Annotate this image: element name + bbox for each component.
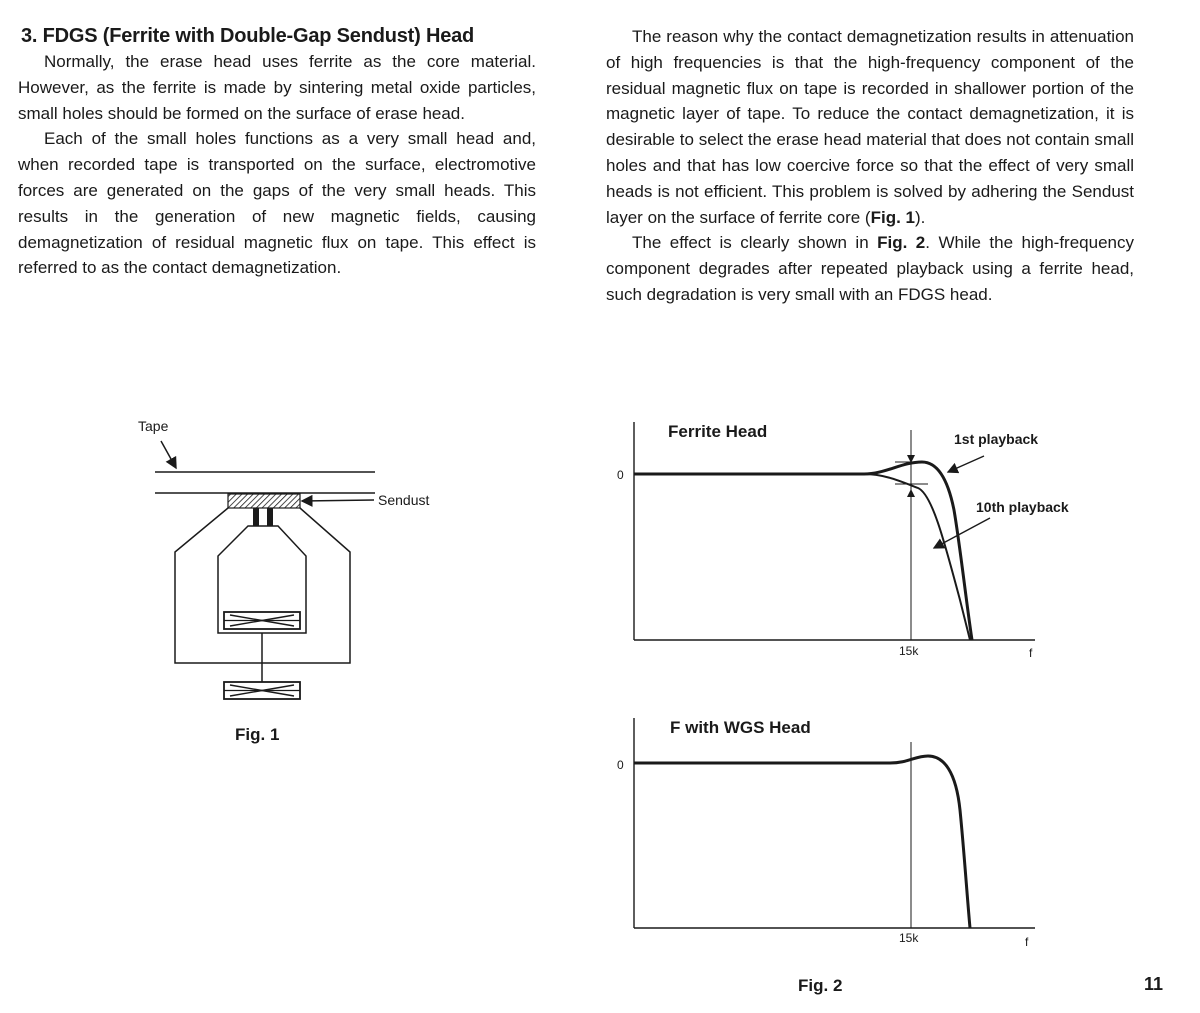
coil-upper [224,612,300,629]
tape-label: Tape [138,418,169,434]
ref-close-paren: ). [915,207,926,227]
right-paragraph-1-text: The reason why the contact demagnetization results in attenuation of high frequencies is that the high-frequency component of the residual magnetic flux on tape is recorded in shallower portion of the magnetic layer of tape. To reduce the contact demagnetization, it is desirable to select the erase head material that does not contain small holes and that has low coercive force so that the effect of very small heads is not efficient. This problem is solved by adhering the Sendust layer on the surface of ferrite core [606,27,1134,227]
chart1-series-1st-playback [634,462,972,640]
right-column [606,24,1134,308]
chart1-title: Ferrite Head [668,422,768,441]
chart-wgs-head [617,718,1035,949]
gap-right [267,508,273,526]
page-number: 11 [1144,974,1164,994]
chart1-label-10th-leader [934,518,990,548]
right-paragraph-2 [606,230,1134,307]
chart1-x-label: f [1029,646,1033,660]
chart1-series-10th-playback [864,474,970,640]
sendust-arrow [302,500,374,501]
chart2-y-zero-label: 0 [617,758,624,772]
outer-core [175,508,350,663]
chart2-x-label: f [1025,935,1029,949]
coil-lower [224,682,300,699]
section-heading: 3. FDGS (Ferrite with Double-Gap Sendust) Head [21,25,475,47]
fig2-caption: Fig. 2 [798,976,843,995]
inner-core [218,526,306,633]
chart-ferrite-head [617,422,1069,660]
right-paragraph-2-rest: . While the high-frequency component degrades after repeated playback using a ferrite head, such degradation is very small with an FDGS head. [606,233,1134,304]
chart1-legend-1st-playback: 1st playback [954,431,1039,447]
tape-arrow [161,441,176,468]
right-paragraph-1 [606,24,1134,230]
chart1-y-zero-label: 0 [617,468,624,482]
chart1-legend-10th-playback: 10th playback [976,499,1069,515]
fig1-reference: Fig. 1 [870,207,915,227]
fig1-caption: Fig. 1 [235,725,280,744]
sendust-layer [228,494,300,508]
chart2-x-tick-15k: 15k [899,931,919,945]
chart2-title: F with WGS Head [670,718,811,737]
ref-open-paren: ( [864,207,871,227]
left-column [18,24,536,281]
fig2-reference: Fig. 2 [877,233,926,253]
left-paragraph-1: Normally, the erase head uses ferrite as the core material. However, as the ferrite is made by sintering metal oxide particles, small holes should be formed on the surface of erase head. [18,52,536,123]
gap-left [253,508,259,526]
chart1-label-1st-leader [948,456,984,472]
chart2-series-playback [634,756,970,928]
sendust-label: Sendust [378,492,430,508]
right-paragraph-2-start: The effect is clearly shown in [632,233,878,253]
left-paragraph-2: Each of the small holes functions as a very small head and, when recorded tape is transported on the surface, electromotive forces are generated on the gaps of the very small heads. This results in the generation of new magnetic fields, causing demagnetization of residual magnetic flux on tape. This effect is referred to as the contact demagnetization. [18,129,536,278]
chart1-x-tick-15k: 15k [899,644,919,658]
